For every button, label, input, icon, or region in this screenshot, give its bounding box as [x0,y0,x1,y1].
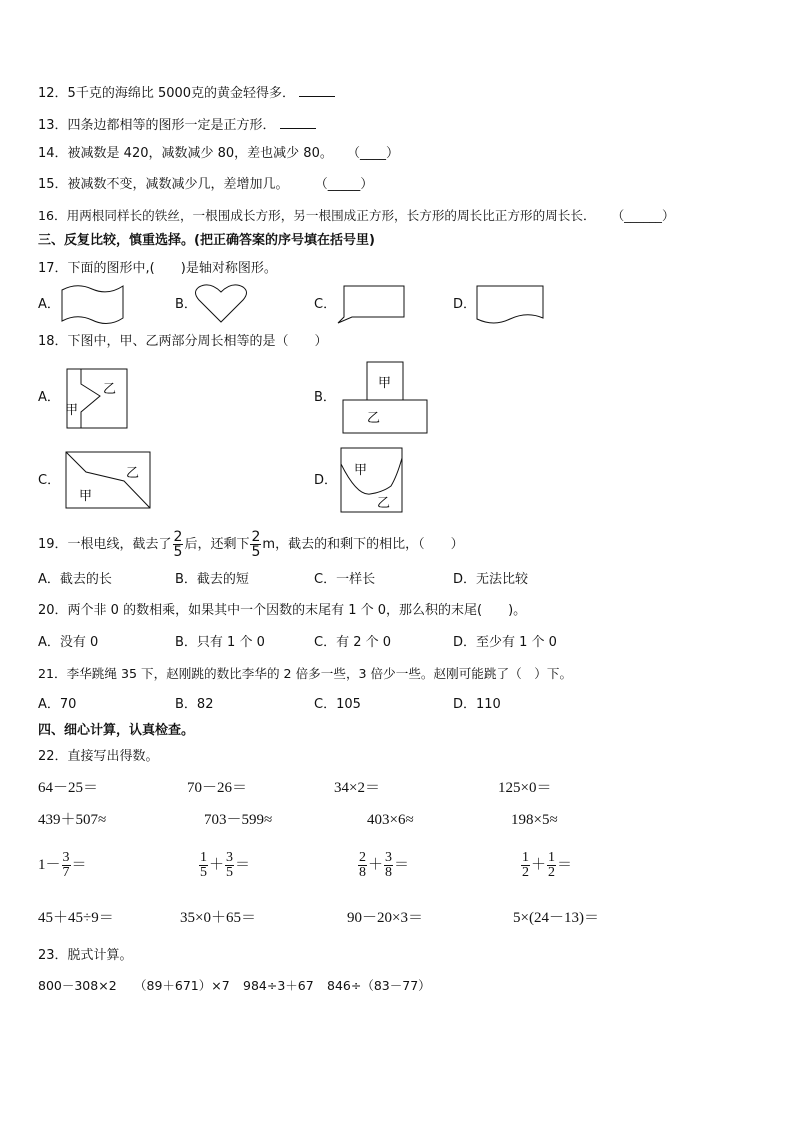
q22-r3c1-frac [62,851,71,880]
q23-item-4: 846÷（83－77） [327,978,431,993]
q17-option-a-label[interactable]: A． [38,297,60,312]
q22-r3c1-whole: 1 [38,857,46,873]
question-19-mid: 后，还剩下 [184,537,250,552]
q22-r3c2-f1-den: 5 [200,865,207,881]
q19-fraction-1 [173,530,184,559]
q22-r3c1-frac-den: 7 [62,865,70,881]
q18-option-a-label[interactable]: A． [38,390,60,405]
q22-r4-c4: 5×(24－13)＝ [513,910,599,926]
answer-paren-15[interactable]: （_____） [314,177,374,192]
q22-r3c4-f1-num: 1 [522,850,529,866]
q18a-yi-label: 乙 [103,382,117,397]
question-14-text: 14．被减数是 420，减数减少 80，差也减少 80。 [38,146,333,161]
question-13-text: 13．四条边都相等的图形一定是正方形． [38,118,276,133]
q19-option-a[interactable]: A．截去的长 [38,572,112,587]
q18c-yi-label: 乙 [126,466,140,481]
q22-r3c3-frac2 [384,851,393,880]
section-3-heading: 三、反复比较，慎重选择。(把正确答案的序号填在括号里) [38,233,375,248]
q22-r3c3-f2-den: 8 [385,865,393,881]
q17-option-c-label[interactable]: C． [314,297,337,312]
q22-r1-c2: 70－26＝ [187,780,248,796]
q18-figure-a [65,369,127,428]
q23-item-3: 984÷3＋67 [243,978,314,993]
q20-option-c[interactable]: C．有 2 个 0 [314,635,392,650]
q22-r3c4-eq: ＝ [557,857,573,873]
question-12-text: 12．5千克的海绵比 5000克的黄金轻得多． [38,86,296,101]
question-22-text: 22．直接写出得数。 [38,749,159,764]
q22-r3-c4 [520,848,572,882]
q19-fraction-2 [250,530,261,559]
q22-r3c1-eq: ＝ [71,857,87,873]
q19-option-b[interactable]: B．截去的短 [175,572,249,587]
q22-r1-c4: 125×0＝ [498,780,552,796]
q22-r2-c3: 403×6≈ [367,812,414,828]
q18-figure-d [341,448,402,512]
q22-r3c4-frac2 [547,851,556,880]
q22-r3c2-op: ＋ [209,857,225,873]
q17-option-b-label[interactable]: B． [175,297,197,312]
q22-r3c3-f1-num: 2 [359,850,366,866]
q19-fraction-1-den: 5 [173,544,183,560]
q22-r3c2-f1-num: 1 [200,850,207,866]
q22-r3c4-op: ＋ [531,857,547,873]
q23-item-1: 800－308×2 [38,978,117,993]
answer-paren-14[interactable]: （____） [346,146,399,161]
q20-option-b[interactable]: B．只有 1 个 0 [175,635,265,650]
q18a-jia-label: 甲 [65,403,79,418]
q22-r3c2-frac2 [225,851,234,880]
q19-fraction-1-num: 2 [173,529,183,545]
question-15-text: 15．被减数不变，减数减少几，差增加几。 [38,177,289,192]
question-16-text: 16．用两根同样长的铁丝，一根围成长方形，另一根围成正方形，长方形的周长比正方形的周长长． [38,208,596,223]
q22-r4-c3: 90－20×3＝ [347,910,423,926]
q19-option-c[interactable]: C．一样长 [314,572,376,587]
question-23-text: 23．脱式计算。 [38,948,133,963]
q22-r3c3-eq: ＝ [394,857,410,873]
q18c-jia-label: 甲 [79,489,93,504]
q22-r1-c3: 34×2＝ [334,780,380,796]
question-19-post: m，截去的和剩下的相比，（ ） [262,537,464,552]
q22-r3-c2 [198,848,250,882]
q21-option-c[interactable]: C．105 [314,697,361,712]
question-19 [38,528,464,562]
q22-r3c4-f1-den: 2 [522,865,529,881]
q18-figure-b [343,362,427,433]
q22-r3-c3 [357,848,409,882]
q19-fraction-2-den: 5 [251,544,261,560]
q22-r2-c4: 198×5≈ [511,812,558,828]
q22-r2-c2: 703－599≈ [204,812,273,828]
q22-r1-c1: 64－25＝ [38,780,99,796]
q18-option-d-label[interactable]: D． [314,473,338,488]
q22-r3c2-frac1 [199,851,208,880]
q20-option-d[interactable]: D．至少有 1 个 0 [453,635,557,650]
q18b-yi-label: 乙 [367,411,381,426]
q19-fraction-2-num: 2 [251,529,261,545]
q22-r3c4-f2-den: 2 [548,865,556,881]
q18b-jia-label: 甲 [378,376,392,391]
q22-r3c1-frac-num: 3 [62,850,70,866]
q19-option-d[interactable]: D．无法比较 [453,572,529,587]
q22-r3c4-frac1 [521,851,530,880]
question-19-pre: 19．一根电线，截去了 [38,537,172,552]
q21-option-b[interactable]: B．82 [175,697,214,712]
q22-r3c3-f2-num: 3 [385,850,393,866]
q22-r4-c1: 45＋45÷9＝ [38,910,114,926]
q22-r3c2-f2-den: 5 [226,865,234,881]
q22-r3c2-f2-num: 3 [226,850,234,866]
q18d-jia-label: 甲 [354,463,368,478]
q22-r3c2-eq: ＝ [235,857,251,873]
question-21-text: 21．李华跳绳 35 下，赵刚跳的数比李华的 2 倍多一些，3 倍少一些。赵刚可能跳了（ ）下。 [38,666,573,681]
q18-figure-c [66,452,150,508]
q22-r3c3-op: ＋ [368,857,384,873]
q18-option-c-label[interactable]: C． [38,473,61,488]
q22-r4-c2: 35×0＋65＝ [180,910,256,926]
answer-paren-16[interactable]: （______） [611,208,675,223]
q22-r3c1-op: － [45,857,61,873]
q22-r3c3-frac1 [358,851,367,880]
q22-r3-c1 [38,848,87,882]
q22-r3c3-f1-den: 8 [359,865,366,881]
q20-option-a[interactable]: A．没有 0 [38,635,99,650]
question-18-text: 18．下图中，甲、乙两部分周长相等的是（ ） [38,334,328,349]
q18d-yi-label: 乙 [377,496,391,511]
q18-option-b-label[interactable]: B． [314,390,336,405]
q21-option-d[interactable]: D．110 [453,697,501,712]
question-17-text: 17．下面的图形中,( )是轴对称图形。 [38,261,277,276]
section-4-heading: 四、细心计算，认真检查。 [38,723,195,738]
q21-option-a[interactable]: A．70 [38,697,77,712]
q22-r2-c1: 439＋507≈ [38,812,107,828]
question-20-text: 20．两个非 0 的数相乘，如果其中一个因数的末尾有 1 个 0，那么积的末尾( )。 [38,603,527,618]
q23-item-2: （89＋671）×7 [134,978,230,993]
q17-option-d-label[interactable]: D． [453,297,477,312]
q22-r3c4-f2-num: 1 [548,850,556,866]
